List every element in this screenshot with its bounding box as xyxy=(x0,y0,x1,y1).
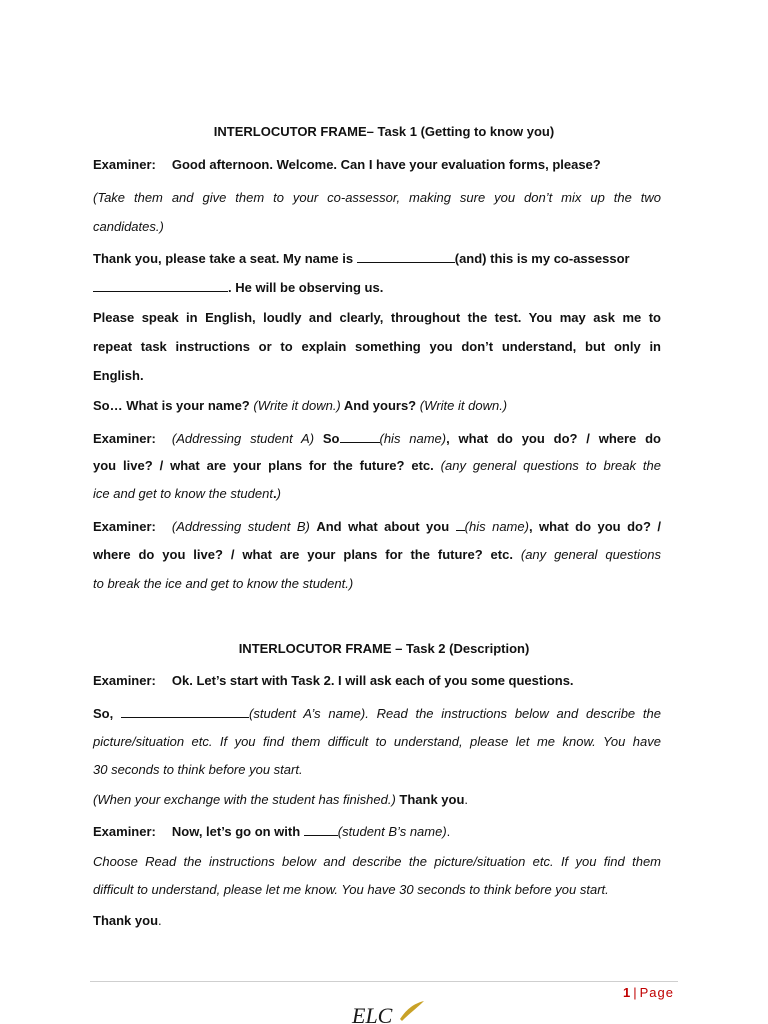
examiner-label: Examiner: xyxy=(93,519,156,534)
question-text: , what do you do? / where do xyxy=(446,431,661,446)
coassessor-name-blank xyxy=(93,279,228,292)
exchange-note: (When your exchange with the student has finished.) xyxy=(93,792,400,807)
speak-line-3: English. xyxy=(93,368,144,383)
observe-line xyxy=(93,279,661,296)
seat-line xyxy=(93,250,661,267)
feather-icon xyxy=(400,1001,424,1021)
his-name-note: (his name) xyxy=(464,519,529,534)
question-text: , what do you do? / xyxy=(528,519,661,534)
question-text: you live? / what are your plans for the future? etc. xyxy=(93,458,441,473)
name-blank xyxy=(456,518,465,531)
exchange-line xyxy=(93,792,661,808)
write-note: (Write it down.) xyxy=(253,398,341,413)
paren: ) xyxy=(276,486,281,501)
studentA-line-2 xyxy=(93,458,661,474)
frame2-start-line xyxy=(93,673,661,689)
frame1-greeting-line xyxy=(93,157,661,173)
so-text: So, xyxy=(93,706,121,721)
instruction-line-1: (Take them and give them to your co-assessor, making sure you don’t mix up the two xyxy=(93,190,661,205)
thank-you: Thank you xyxy=(399,792,465,807)
studentB-line-3: to break the ice and get to know the student.) xyxy=(93,576,354,591)
frame2-title: INTERLOCUTOR FRAME – Task 2 (Description) xyxy=(238,641,530,656)
choose-line-1: Choose Read the instructions below and describe the picture/situation etc. If you find them xyxy=(93,854,661,869)
so-text: So xyxy=(322,431,340,446)
start-text: Ok. Let’s start with Task 2. I will ask each of you some questions. xyxy=(171,673,574,688)
final-thanks-line xyxy=(93,913,661,929)
coassessor-text: (and) this is my co-assessor xyxy=(454,251,630,266)
studentA-line-3 xyxy=(93,486,661,502)
go-on-line xyxy=(93,823,661,840)
observe-text: . He will be observing us. xyxy=(228,280,384,295)
thank-you: Thank you xyxy=(93,913,159,928)
footer-divider xyxy=(90,981,678,982)
and-yours: And yours? xyxy=(340,398,420,413)
examiner-label: Examiner: xyxy=(93,673,156,688)
period: . xyxy=(464,792,469,807)
examiner-label: Examiner: xyxy=(93,431,156,446)
period: . xyxy=(446,824,451,839)
name-question-line xyxy=(93,398,661,414)
addressing-note: (Addressing student B) xyxy=(171,519,317,534)
frame2-studentA-line-2: picture/situation etc. If you find them difficult to understand, please let me know. You have xyxy=(93,734,661,749)
general-note: ice and get to know the student xyxy=(93,486,273,501)
general-note: (any general questions xyxy=(520,547,661,562)
instruction-text: (student A’s name). Read the instructions below and describe the xyxy=(249,706,661,721)
greeting-text: Good afternoon. Welcome. Can I have your evaluation forms, please? xyxy=(171,157,601,172)
period: . xyxy=(158,913,162,928)
examiner-name-blank xyxy=(357,250,455,263)
question-text: where do you live? / what are your plans for the future? etc. xyxy=(93,547,521,562)
name-blank xyxy=(340,430,380,443)
frame2-studentA-line-1 xyxy=(93,705,661,722)
studentB-line-1 xyxy=(93,518,661,535)
frame2-studentA-line-3: 30 seconds to think before you start. xyxy=(93,762,303,777)
period: . xyxy=(272,486,277,501)
studentA-line-1 xyxy=(93,430,661,447)
studentB-name-note: (student B’s name) xyxy=(337,824,447,839)
frame1-title: INTERLOCUTOR FRAME– Task 1 (Getting to know you) xyxy=(213,124,555,139)
page-number xyxy=(623,985,674,1001)
page-number-value: 1 xyxy=(623,985,631,1000)
examiner-label: Examiner: xyxy=(93,157,156,172)
speak-line-2: repeat task instructions or to explain something you don’t understand, but only in xyxy=(93,339,661,354)
speak-line-1: Please speak in English, loudly and clearly, throughout the test. You may ask me to xyxy=(93,310,661,325)
examiner-label: Examiner: xyxy=(93,824,156,839)
instruction-line-2: candidates.) xyxy=(93,219,164,234)
question-text: And what about you xyxy=(316,519,456,534)
seat-text: Thank you, please take a seat. My name is xyxy=(93,251,357,266)
studentB-name-blank xyxy=(304,823,338,836)
his-name-note: (his name) xyxy=(379,431,447,446)
addressing-note: (Addressing student A) xyxy=(171,431,323,446)
studentA-name-blank xyxy=(121,705,249,718)
choose-line-2: difficult to understand, please let me know. You have 30 seconds to think before you start. xyxy=(93,882,609,897)
elc-logo xyxy=(350,999,430,1024)
write-note: (Write it down.) xyxy=(419,398,508,413)
go-on-text: Now, let’s go on with xyxy=(171,824,304,839)
studentB-line-2 xyxy=(93,547,661,563)
page-word: Page xyxy=(639,985,674,1000)
general-note: (any general questions to break the xyxy=(440,458,661,473)
name-question: So… What is your name? xyxy=(93,398,254,413)
page-separator: | xyxy=(633,985,637,1000)
logo-text: ELC xyxy=(352,1003,393,1024)
